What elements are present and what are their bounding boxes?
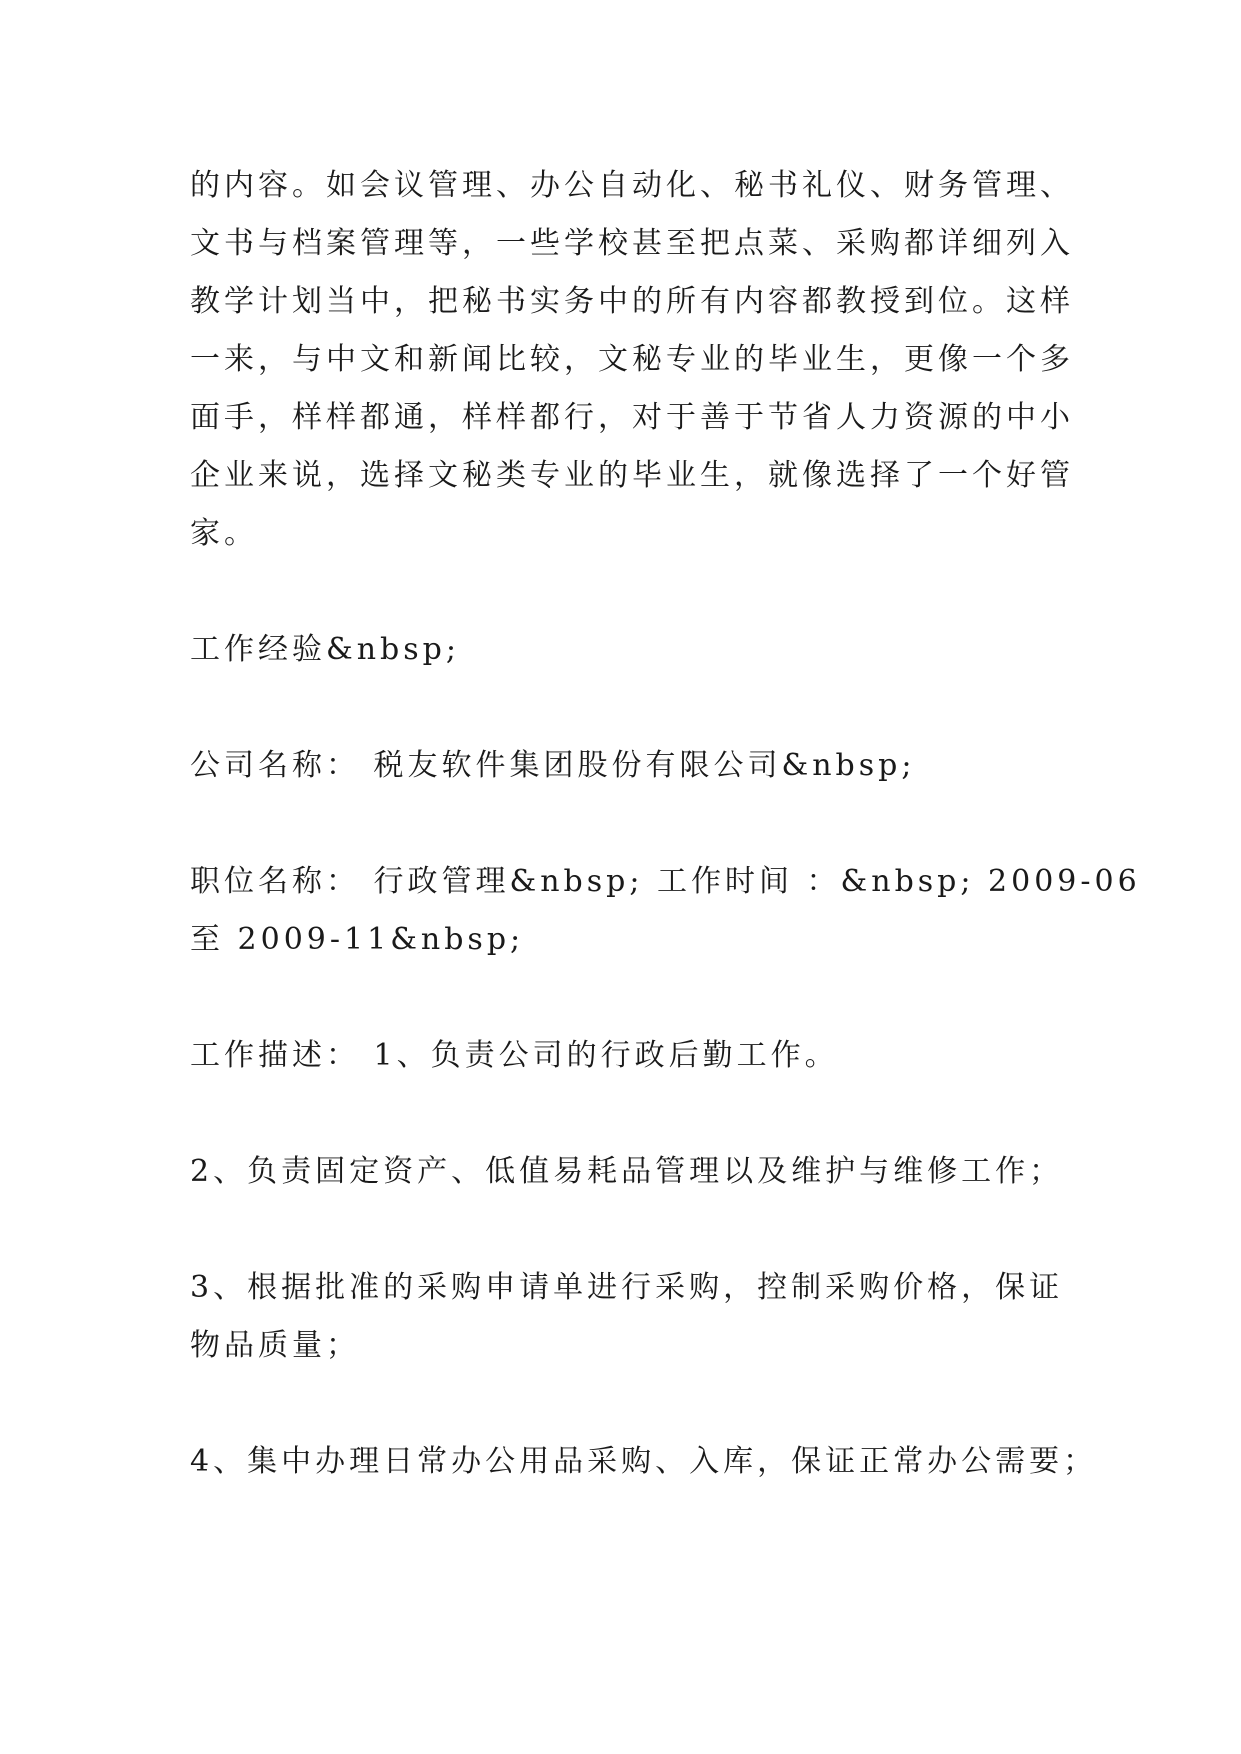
list-item: 3、根据批准的采购申请单进行采购，控制采购价格，保证 <box>190 1270 1064 1305</box>
paragraph-line: 企业来说，选择文秘类专业的毕业生，就像选择了一个好管 <box>190 458 1074 493</box>
paragraph-line: 教学计划当中，把秘书实务中的所有内容都教授到位。这样 <box>190 284 1074 319</box>
section-heading-work-experience: 工作经验&nbsp; <box>190 632 460 667</box>
list-item: 4、集中办理日常办公用品采购、入库，保证正常办公需要； <box>190 1444 1098 1479</box>
list-item: 物品质量； <box>190 1328 360 1363</box>
paragraph-line: 面手，样样都通，样样都行，对于善于节省人力资源的中小 <box>190 400 1074 435</box>
position-line: 职位名称： 行政管理&nbsp; 工作时间 ：&nbsp; 2009-06 <box>190 864 1141 899</box>
position-line: 至 2009-11&nbsp; <box>190 922 525 957</box>
job-description-line: 工作描述： 1、负责公司的行政后勤工作。 <box>190 1038 839 1073</box>
company-name-line: 公司名称： 税友软件集团股份有限公司&nbsp; <box>190 748 916 783</box>
paragraph-line: 文书与档案管理等，一些学校甚至把点菜、采购都详细列入 <box>190 226 1074 261</box>
list-item: 2、负责固定资产、低值易耗品管理以及维护与维修工作； <box>190 1154 1064 1189</box>
paragraph-line: 一来，与中文和新闻比较，文秘专业的毕业生，更像一个多 <box>190 342 1074 377</box>
paragraph-line: 的内容。如会议管理、办公自动化、秘书礼仪、财务管理、 <box>190 168 1074 203</box>
paragraph-line: 家。 <box>190 516 258 551</box>
